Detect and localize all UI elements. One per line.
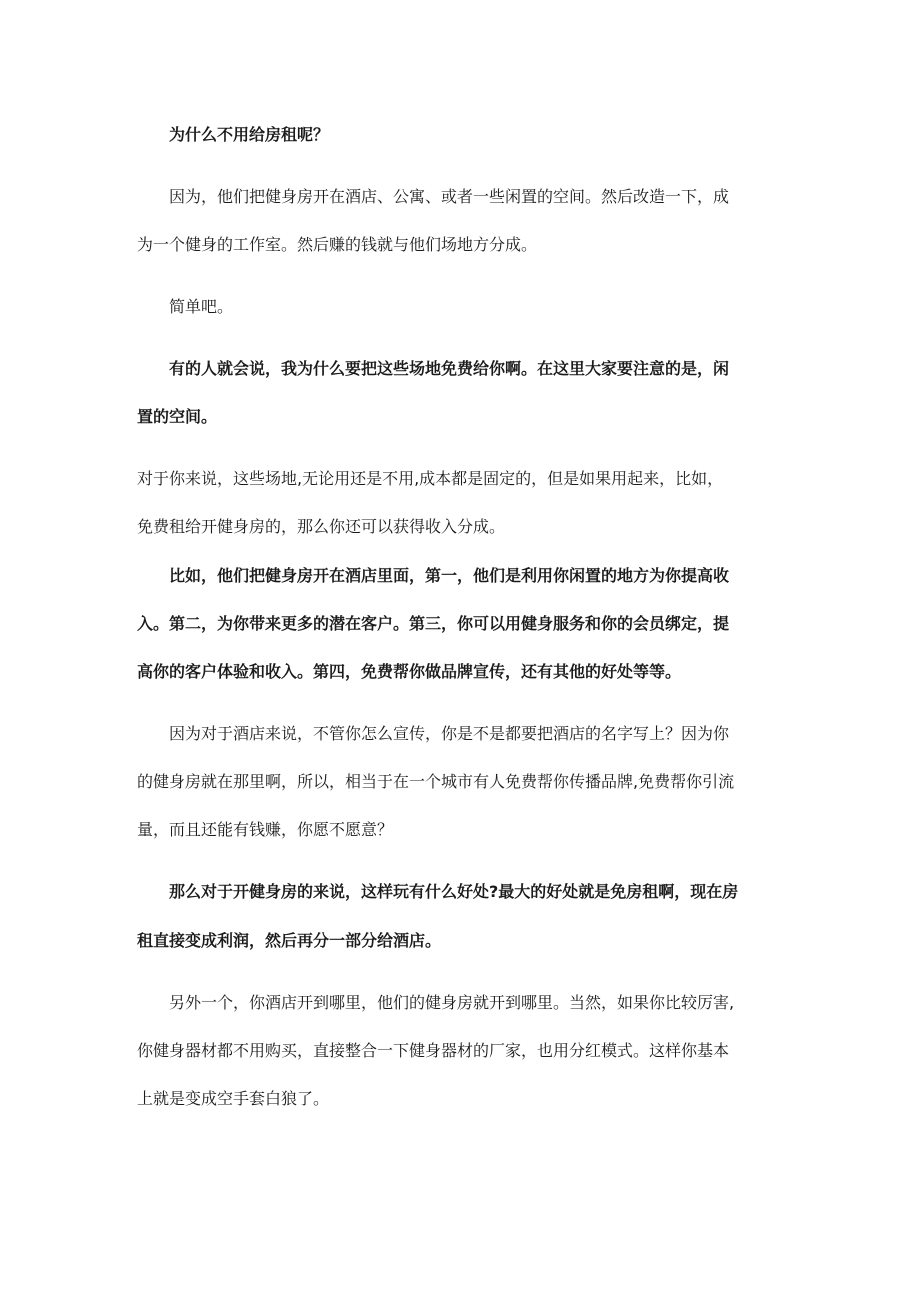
- bold-paragraph-line: 租直接变成利润，然后再分一部分给酒店。: [137, 931, 442, 950]
- question-heading: 为什么不用给房租呢？: [169, 125, 330, 144]
- paragraph-line: 为一个健身的工作室。然后赚的钱就与他们场地方分成。: [137, 235, 538, 254]
- bold-paragraph-line: 比如，他们把健身房开在酒店里面，第一，他们是利用你闲置的地方为你提高收: [169, 566, 730, 585]
- bold-paragraph-line: 高你的客户体验和收入。第四，免费帮你做品牌宣传，还有其他的好处等等。: [137, 662, 682, 681]
- bold-paragraph-line: 置的空间。: [137, 407, 218, 426]
- paragraph-line: 免费租给开健身房的，那么你还可以获得收入分成。: [137, 517, 506, 536]
- paragraph-line: 的健身房就在那里啊，所以，相当于在一个城市有人免费帮你传播品牌,免费帮你引流: [137, 772, 735, 791]
- paragraph-line: 上就是变成空手套白狼了。: [137, 1089, 330, 1108]
- paragraph-line: 量，而且还能有钱赚，你愿不愿意？: [137, 820, 394, 839]
- bold-paragraph-line: 入。第二，为你带来更多的潜在客户。第三，你可以用健身服务和你的会员绑定，提: [137, 614, 730, 633]
- bold-paragraph-line: 那么对于开健身房的来说，这样玩有什么好处?最大的好处就是免房租啊，现在房: [169, 882, 739, 901]
- paragraph-line: 你健身器材都不用购买，直接整合一下健身器材的厂家，也用分红模式。这样你基本: [137, 1041, 730, 1060]
- paragraph-line: 因为，他们把健身房开在酒店、公寓、或者一些闲置的空间。然后改造一下，成: [169, 187, 730, 206]
- bold-paragraph-line: 有的人就会说，我为什么要把这些场地免费给你啊。在这里大家要注意的是，闲: [169, 359, 730, 378]
- paragraph-line: 对于你来说，这些场地,无论用还是不用,成本都是固定的，但是如果用起来，比如，: [137, 469, 724, 488]
- paragraph-line: 因为对于酒店来说，不管你怎么宣传，你是不是都要把酒店的名字写上？因为你: [169, 724, 730, 743]
- paragraph-line: 简单吧。: [169, 297, 234, 316]
- paragraph-line: 另外一个，你酒店开到哪里，他们的健身房就开到哪里。当然，如果你比较厉害,: [169, 993, 735, 1012]
